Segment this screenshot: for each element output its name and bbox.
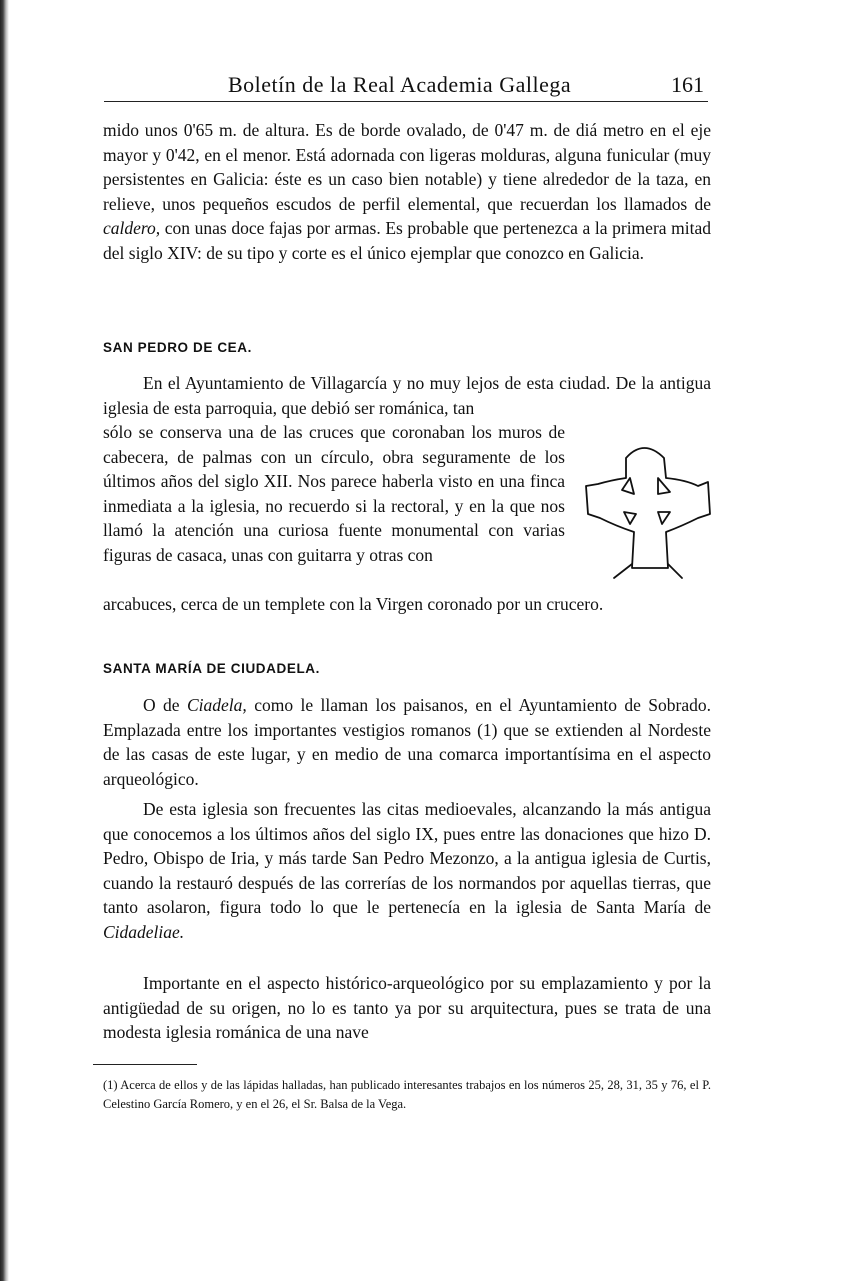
paragraph-san-pedro-cross: sólo se conserva una de las cruces que coronaban los muros de cabecera, de palmas con un círculo, obra seguramente de los últimos años del siglo XII. Nos parece haberla visto en una finca inmediata a la iglesia, no recuerdo si la rectoral, y en la que nos llamó la atención una curiosa fuente monumental con varias figuras de casaca, unas con guitarra y otras con	[103, 422, 565, 565]
paragraph-ciadela	[103, 693, 711, 791]
italic-term: Cidadeliae.	[103, 921, 185, 942]
book-spine-edge	[0, 0, 9, 1281]
paragraph-text: mido unos 0'65 m. de altura. Es de borde ovalado, de 0'47 m. de diá metro en el eje mayor y 0'42, en el menor. Está adornada con ligeras molduras, alguna funicular (muy persistentes en Galicia: éste es un caso bien notable) y tiene alrededor de la taza, en relieve, unos pequeños escudos de perfil elemental, que recuerdan los llamados de	[103, 120, 711, 214]
paragraph-text: con unas doce fajas por armas. Es probable que pertenezca a la primera mitad del siglo XIV: de su tipo y corte es el único ejemplar que conozco en Galicia.	[103, 218, 711, 263]
celtic-cross-icon	[582, 438, 714, 586]
paragraph-text: como le llaman los paisanos, en el Ayuntamiento de Sobrado. Emplazada entre los importantes vestigios romanos (1) que se extienden al Nordeste de las casas de este lugar, y en medio de una comarca importantísima en el aspecto arqueológico.	[103, 695, 711, 789]
section-heading-santa-maria: SANTA MARÍA DE CIUDADELA.	[103, 661, 320, 676]
running-title: Boletín de la Real Academia Gallega	[228, 72, 572, 97]
footnote-rule	[93, 1064, 197, 1065]
paragraph-font-description	[103, 118, 711, 265]
paragraph-medieval-citations	[103, 797, 711, 944]
footnote: (1) Acerca de ellos y de las lápidas halladas, han publicado interesantes trabajos en los números 25, 28, 31, 35 y 76, el P. Celestino García Romero, y en el 26, el Sr. Balsa de la Vega.	[103, 1078, 711, 1111]
paragraph-san-pedro-end: arcabuces, cerca de un templete con la Virgen coronado por un crucero.	[103, 594, 604, 614]
italic-term: Ciadela,	[186, 695, 247, 715]
header-rule	[104, 101, 708, 102]
paragraph-architecture: Importante en el aspecto histórico-arqueológico por su emplazamiento y por la antigüedad de su origen, no lo es tanto ya por su arquitectura, pues se trata de una modesta iglesia románica de una nave	[103, 973, 711, 1042]
paragraph-text: De esta iglesia son frecuentes las citas medioevales, alcanzando la más antigua que conocemos a los últimos años del siglo IX, pues entre las donaciones que hizo D. Pedro, Obispo de Iria, y más tarde San Pedro Mezonzo, a la antigua iglesia de Curtis, cuando la restauró después de las correrías de los normandos por aquellas tierras, que tanto asolaron, figura todo lo que le pertenecía en la iglesia de Santa María de	[103, 799, 711, 917]
page-header	[104, 70, 706, 100]
section-heading-san-pedro: SAN PEDRO DE CEA.	[103, 340, 252, 355]
paragraph-san-pedro-intro: En el Ayuntamiento de Villagarcía y no muy lejos de esta ciudad. De la antigua iglesia de esta parroquia, que debió ser románica, tan	[103, 373, 711, 418]
italic-term: caldero,	[103, 218, 161, 238]
paragraph-text: O de	[143, 695, 187, 715]
page-number: 161	[671, 72, 704, 97]
